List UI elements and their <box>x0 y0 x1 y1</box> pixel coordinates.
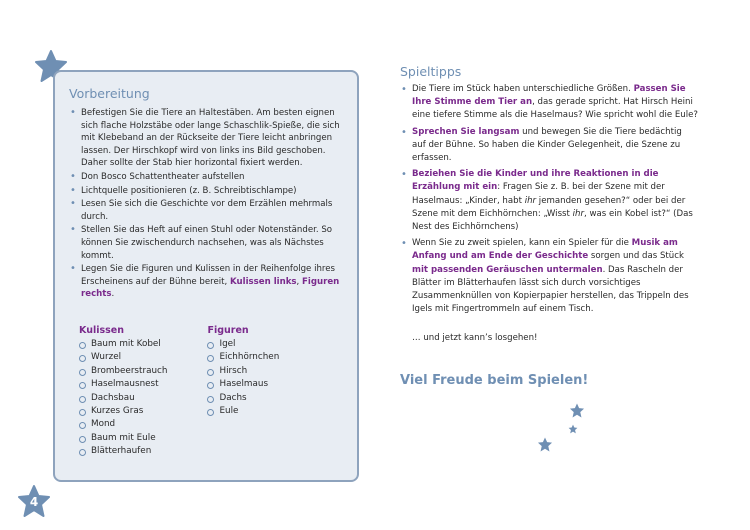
page-number: 4 <box>29 495 39 509</box>
preparation-heading: Vorbereitung <box>69 86 150 101</box>
tip-item <box>400 83 698 123</box>
kulisse-item: Wurzel <box>79 351 167 364</box>
tips-heading: Spieltipps <box>400 64 462 79</box>
kulissen-list <box>79 338 167 459</box>
text-run: . Das Rascheln der Blätter im Blätterhaufen lässt sich durch vorsichtiges Zusammenknüllen von Kopierpapier herstellen, das Trippeln des Igels mit Fingertrommeln auf einem Tisch. <box>412 264 689 315</box>
highlighted-text: Passen Sie Ihre Stimme dem Tier an <box>412 84 686 108</box>
figur-item: Eule <box>207 405 279 418</box>
text-run: , das gerade spricht. Hat Hirsch Heini eine tiefere Stimme als die Haselmaus? Wie spricht wohl die Eule? <box>412 97 698 121</box>
kulissen-column <box>79 325 167 459</box>
page-number-badge <box>17 484 51 518</box>
text-run: Die Tiere im Stück haben unterschiedliche Größen. <box>412 84 634 94</box>
text-run: , was ein Kobel ist?“ (Das Nest des Eichhörnchens) <box>412 208 693 233</box>
preparation-item <box>69 198 347 223</box>
figur-item: Eichhörnchen <box>207 351 279 364</box>
highlighted-text: Musik am Anfang und am Ende der Geschichte <box>412 238 678 262</box>
text-run: Legen Sie die Figuren und Kulissen in der Reihenfolge ihres Erscheinens auf der Bühne bereit, <box>81 264 336 287</box>
tip-item <box>400 168 698 234</box>
props-columns <box>69 325 347 459</box>
highlighted-text: Beziehen Sie die Kinder und ihre Reaktionen in die Erzählung mit ein <box>412 169 659 193</box>
preparation-panel <box>53 70 359 482</box>
preparation-item <box>69 263 347 301</box>
kulisse-item: Dachsbau <box>79 392 167 405</box>
figur-item: Dachs <box>207 392 279 405</box>
figuren-list <box>207 338 279 418</box>
highlighted-text: mit passenden Geräuschen untermalen <box>412 264 603 275</box>
tips-section <box>400 64 698 345</box>
kulisse-item: Kurzes Gras <box>79 405 167 418</box>
preparation-item <box>69 185 347 198</box>
preparation-item <box>69 171 347 184</box>
figur-item: Hirsch <box>207 365 279 378</box>
star-icon <box>568 424 578 434</box>
figuren-column <box>207 325 279 459</box>
highlighted-text: Sprechen Sie langsam <box>412 126 520 137</box>
figur-item: Haselmaus <box>207 378 279 391</box>
star-icon <box>569 403 585 418</box>
text-run: ihr <box>572 208 584 219</box>
preparation-list <box>69 107 347 301</box>
text-run: ihr <box>524 195 537 206</box>
tip-item <box>400 237 698 316</box>
text-run: jemanden gesehen?“ oder bei der Szene mit dem Eichhörnchen: „Wisst <box>412 195 686 219</box>
kulisse-item: Blätterhaufen <box>79 445 167 458</box>
star-icon <box>537 437 553 452</box>
highlighted-text: Kulissen links <box>230 276 297 287</box>
kulissen-heading: Kulissen <box>79 324 124 336</box>
figur-item: Igel <box>207 338 279 351</box>
text-run: : Fragen Sie z. B. bei der Szene mit der Haselmaus: „Kinder, habt <box>412 182 665 206</box>
kulisse-item: Brombeerstrauch <box>79 365 167 378</box>
preparation-item <box>69 224 347 262</box>
tips-closing-line: … und jetzt kann’s losgehen! <box>412 333 538 344</box>
text-run: Stellen Sie das Heft auf einen Stuhl oder Notenständer. So können Sie zwischendurch nachsehen, was als Nächstes kommt. <box>81 225 333 261</box>
text-run: Befestigen Sie die Tiere an Haltestäben. Am besten eignen sich flache Holzstäbe oder lange Schaschlik-Spieße, die sich mit Klebeband an der Rückseite der Tiere leicht anbringen lassen. Der Hirschkopf wird von links ins Bild geschoben. Daher sollte der Stab hier horizontal fixiert werden. <box>81 108 340 169</box>
kulisse-item: Mond <box>79 418 167 431</box>
closing-heading: Viel Freude beim Spielen! <box>400 373 589 388</box>
kulisse-item: Baum mit Eule <box>79 432 167 445</box>
tip-item <box>400 126 698 166</box>
kulisse-item: Haselmausnest <box>79 378 167 391</box>
text-run: Lichtquelle positionieren (z. B. Schreibtischlampe) <box>81 185 297 196</box>
figuren-heading: Figuren <box>207 324 249 336</box>
text-run: sorgen und das Stück <box>588 251 684 262</box>
text-run: , <box>296 276 303 287</box>
text-run: Wenn Sie zu zweit spielen, kann ein Spieler für die <box>412 238 632 249</box>
preparation-item <box>69 107 347 170</box>
text-run: . <box>111 289 115 300</box>
kulisse-item: Baum mit Kobel <box>79 338 167 351</box>
text-run: und bewegen Sie die Tiere bedächtig auf der Bühne. So haben die Kinder Gelegenheit, die Szene zu erfassen. <box>412 126 682 164</box>
tips-list <box>400 83 698 316</box>
text-run: Don Bosco Schattentheater aufstellen <box>81 171 245 182</box>
text-run: Lesen Sie sich die Geschichte vor dem Erzählen mehrmals durch. <box>81 199 333 222</box>
highlighted-text: Figuren rechts <box>81 276 340 300</box>
